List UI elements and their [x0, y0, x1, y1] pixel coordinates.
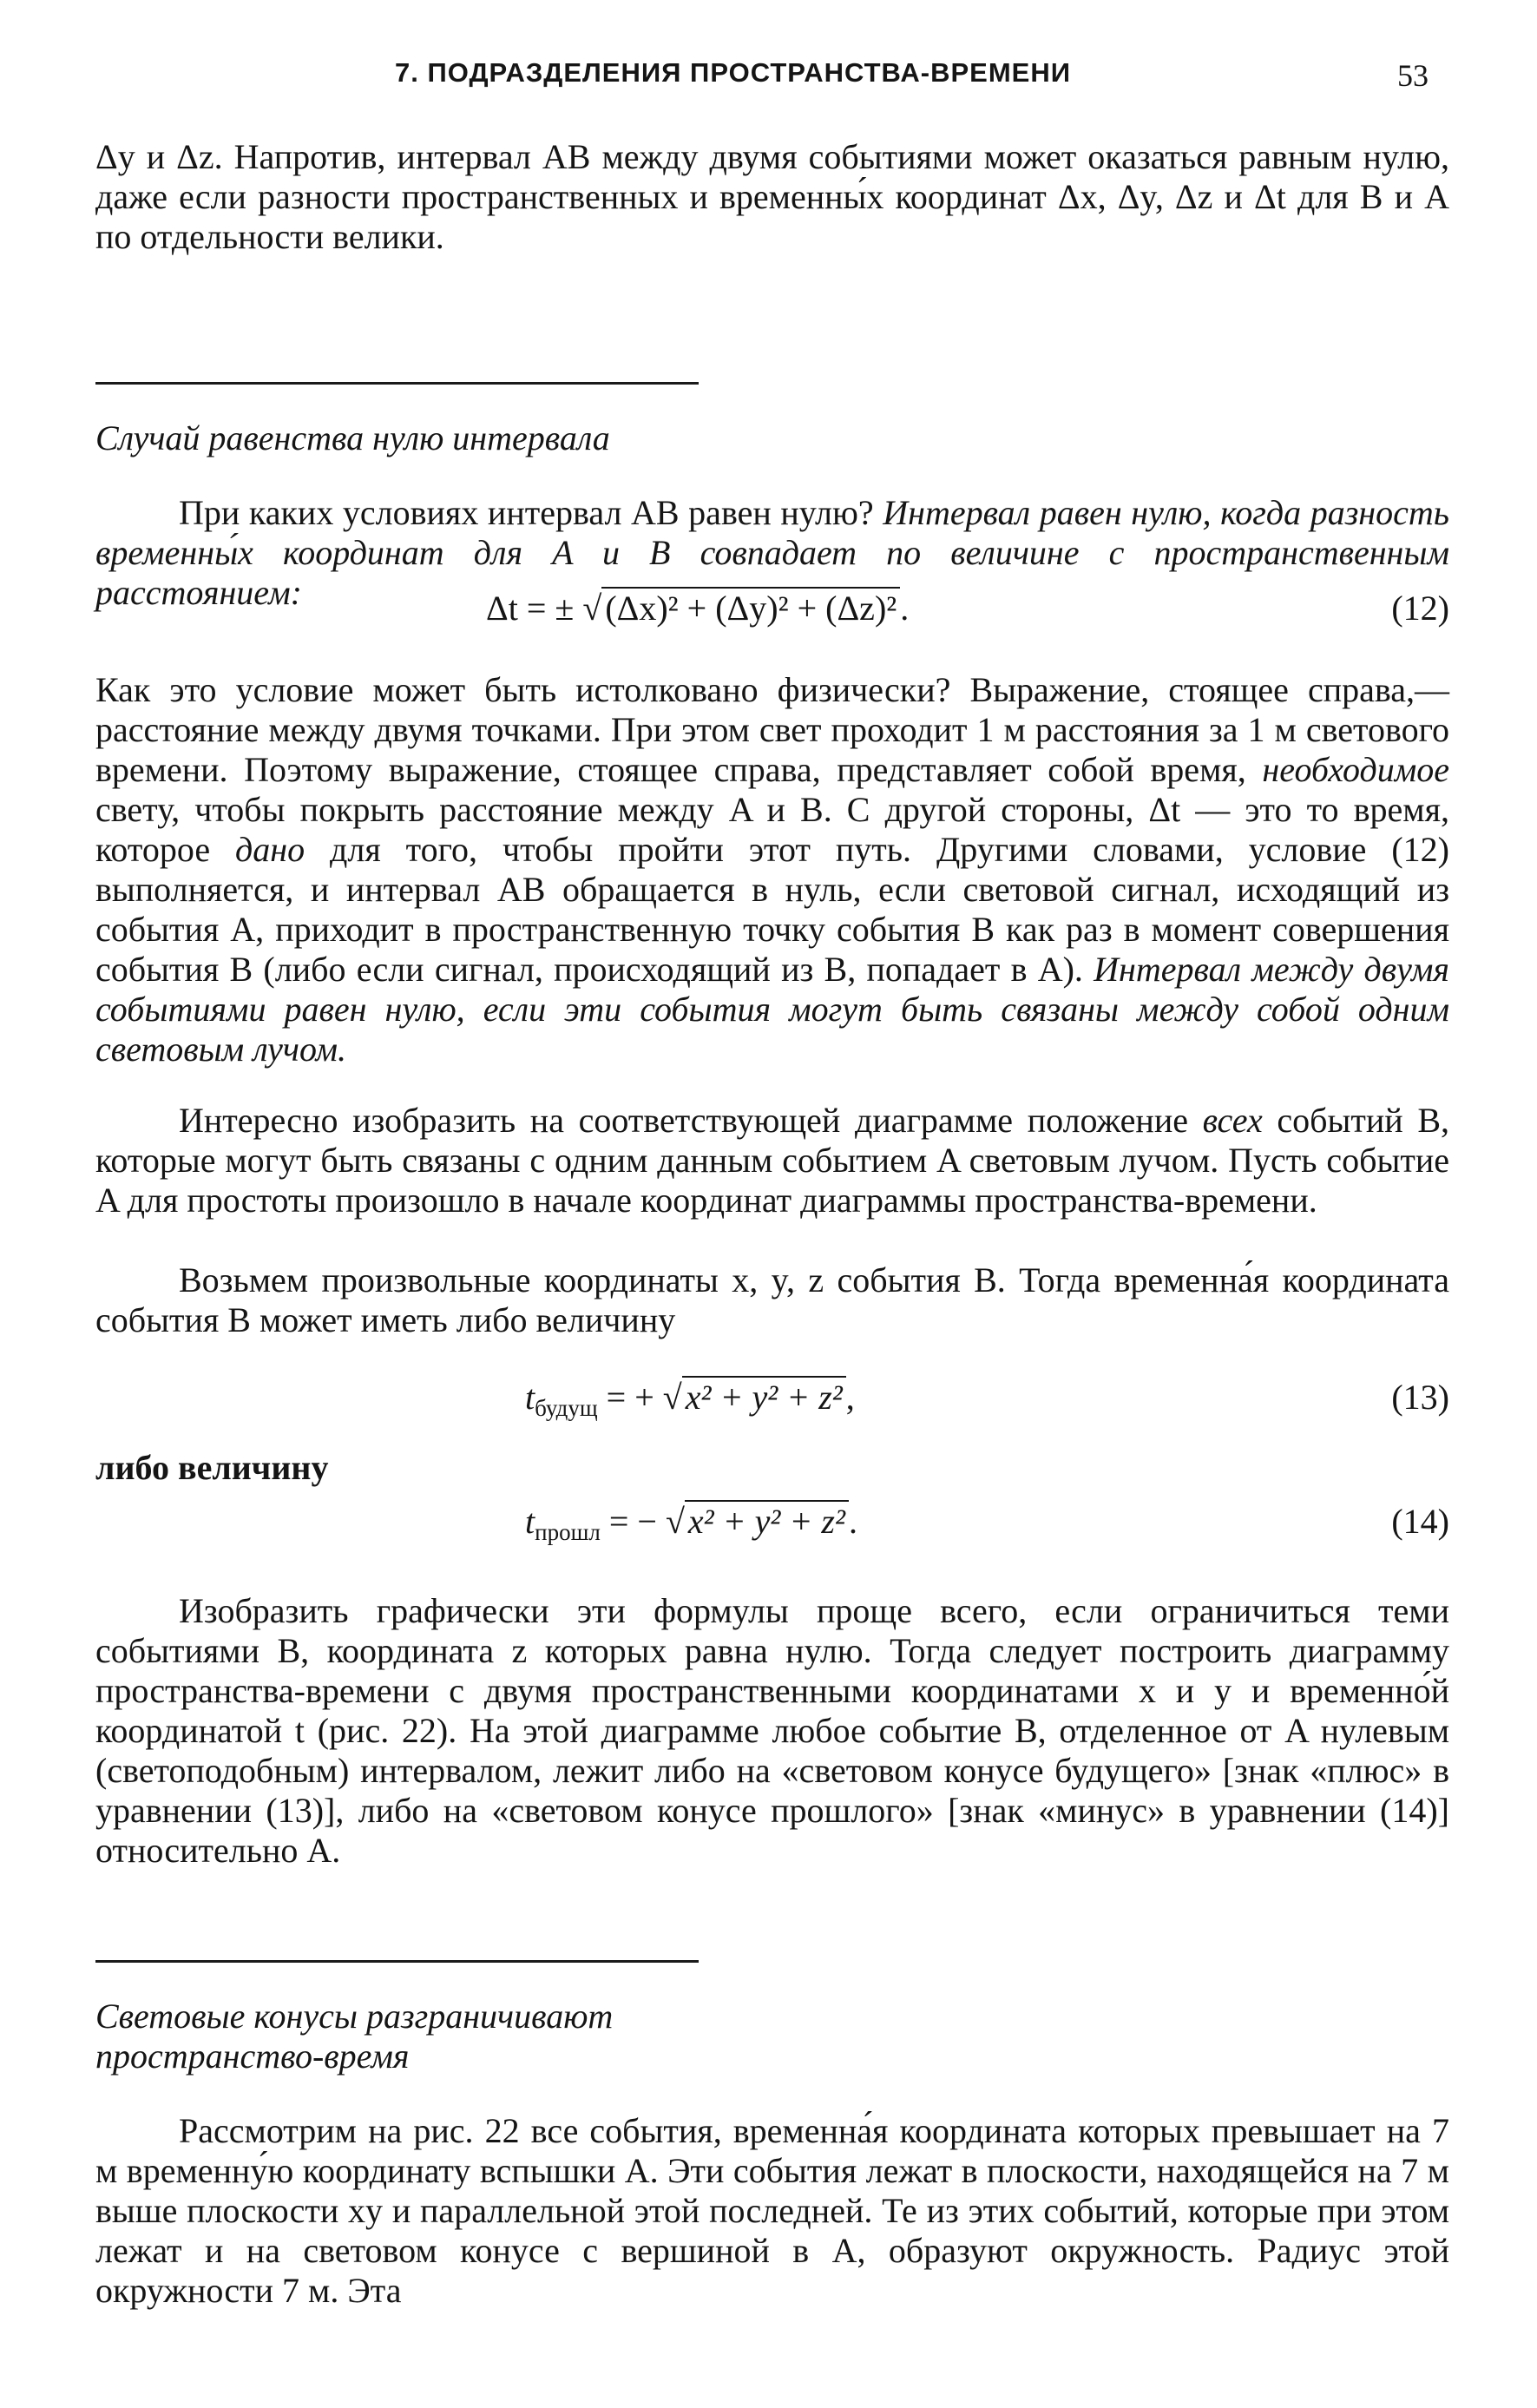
equation-14-number: (14) [1391, 1502, 1449, 1541]
page-number: 53 [1397, 58, 1429, 93]
equation-13-trail: , [845, 1378, 855, 1417]
equation-13-radicand: x² + y² + z² [682, 1376, 846, 1417]
text-run: Интересно изобразить на соответствующей диаграмме положение [179, 1101, 1203, 1140]
intro-paragraph: Δy и Δz. Напротив, интервал AB между двумя событиями может оказаться равным нулю, даже если разности пространственных и временны́х координат Δx, Δy, Δz и Δt для B и A по отдельности велики. [95, 137, 1449, 256]
paragraph-coordinates: Возьмем произвольные координаты x, y, z события B. Тогда временна́я координата события B может иметь либо величину [95, 1260, 1449, 1339]
emphasis-necessary: необходимое [1262, 750, 1449, 789]
emphasis-all: всех [1202, 1101, 1263, 1140]
equation-14-radicand: x² + y² + z² [685, 1500, 849, 1541]
equation-12-body [486, 587, 909, 630]
equation-12-lhs: Δt = ± [486, 589, 583, 628]
section-heading-light-cones [95, 1997, 877, 2076]
question-text: При каких условиях интервал AB равен нулю? [179, 493, 883, 532]
section-divider-1 [95, 382, 699, 385]
emphasis-conclusion: Интервал между двумя событиями равен нулю, если эти события могут быть связаны между собой одним световым лучом. [95, 950, 1449, 1069]
either-value-label: либо величину [95, 1448, 329, 1487]
equation-13-body [525, 1376, 855, 1430]
equation-14-var: t [525, 1502, 535, 1541]
section-heading-zero-interval: Случай равенства нулю интервала [95, 418, 610, 457]
equation-14-subscript: прошл [535, 1519, 601, 1545]
equation-12-number: (12) [1391, 589, 1449, 628]
equation-13-lhs: = + [597, 1378, 663, 1417]
equation-12-radicand: (Δx)² + (Δy)² + (Δz)² [601, 587, 900, 628]
section-divider-2 [95, 1960, 699, 1963]
equation-13-var: t [525, 1378, 535, 1417]
equation-13 [95, 1376, 1449, 1428]
chapter-title: 7. ПОДРАЗДЕЛЕНИЯ ПРОСТРАНСТВА-ВРЕМЕНИ [395, 57, 1072, 88]
equation-14-lhs: = − [600, 1502, 666, 1541]
heading-line: Световые конусы разграничивают [95, 1997, 614, 2036]
heading-line: пространство-время [95, 2036, 410, 2076]
running-head [0, 57, 1537, 101]
text-run: для того, чтобы пройти этот путь. Другими словами, условие (12) выполняется, и интервал AB обращается в нуль, если световой сигнал, исходящий из события A, приходит в пространственную точку события B как раз в момент совершения события B (либо если сигнал, происходящий из B, попадает в A). [95, 830, 1449, 989]
paragraph-physical-meaning [95, 670, 1449, 1069]
equation-12-trail: . [900, 589, 910, 628]
equation-14-body [525, 1500, 857, 1554]
sqrt-icon: √ (Δx)² + (Δy)² + (Δz)² [582, 587, 900, 630]
text-run: событий B, которые могут быть связаны с одним данным событием A световым лучом. Пусть событие A для простоты произошло в начале координат диаграммы пространства-времени. [95, 1101, 1450, 1220]
equation-13-subscript: будущ [535, 1395, 598, 1421]
paragraph-events-plane: Рассмотрим на рис. 22 все события, временна́я координата которых превышает на 7 м временну́ю координату вспышки A. Эти события лежат в плоскости, находящейся на 7 м выше плоскости xy и параллельной этой последней. Те из этих событий, которые при этом лежат и на световом конусе с вершиной в A, образуют окружность. Радиус этой окружности 7 м. Эта [95, 2111, 1449, 2310]
emphasis-given: дано [235, 830, 305, 869]
equation-14 [95, 1500, 1449, 1552]
paragraph-light-cones: Изобразить графически эти формулы проще всего, если ограничиться теми событиями B, координата z которых равна нулю. Тогда следует построить диаграмму пространства-времени с двумя пространственными координатами x и y и временно́й координатой t (рис. 22). На этой диаграмме любое событие B, отделенное от A нулевым (светоподобным) интервалом, лежит либо на «световом конусе будущего» [знак «плюс» в уравнении (13)], либо на «световом конусе прошлого» [знак «минус» в уравнении (14)] относительно A. [95, 1591, 1449, 1870]
equation-12 [95, 587, 1449, 639]
sqrt-icon: √ x² + y² + z² [666, 1500, 849, 1543]
equation-13-number: (13) [1391, 1378, 1449, 1417]
text-run: свету, чтобы покрыть расстояние между A и B. С другой стороны, Δt — это то время, которое [95, 790, 1449, 869]
text-run: Как это условие может быть истолковано физически? Выражение, стоящее справа,— расстояние между двумя точками. При этом свет проходит 1 м расстояния за 1 м светового времени. Поэтому выражение, стоящее справа, представляет собой время, [95, 670, 1449, 789]
paragraph-diagram [95, 1101, 1449, 1220]
answer-emphasis: Интервал равен нулю, когда разность временны́х координат для A и B совпадает по величине с пространственным расстоянием: [95, 493, 1449, 612]
equation-14-trail: . [848, 1502, 857, 1541]
sqrt-icon: √ x² + y² + z² [663, 1376, 846, 1419]
